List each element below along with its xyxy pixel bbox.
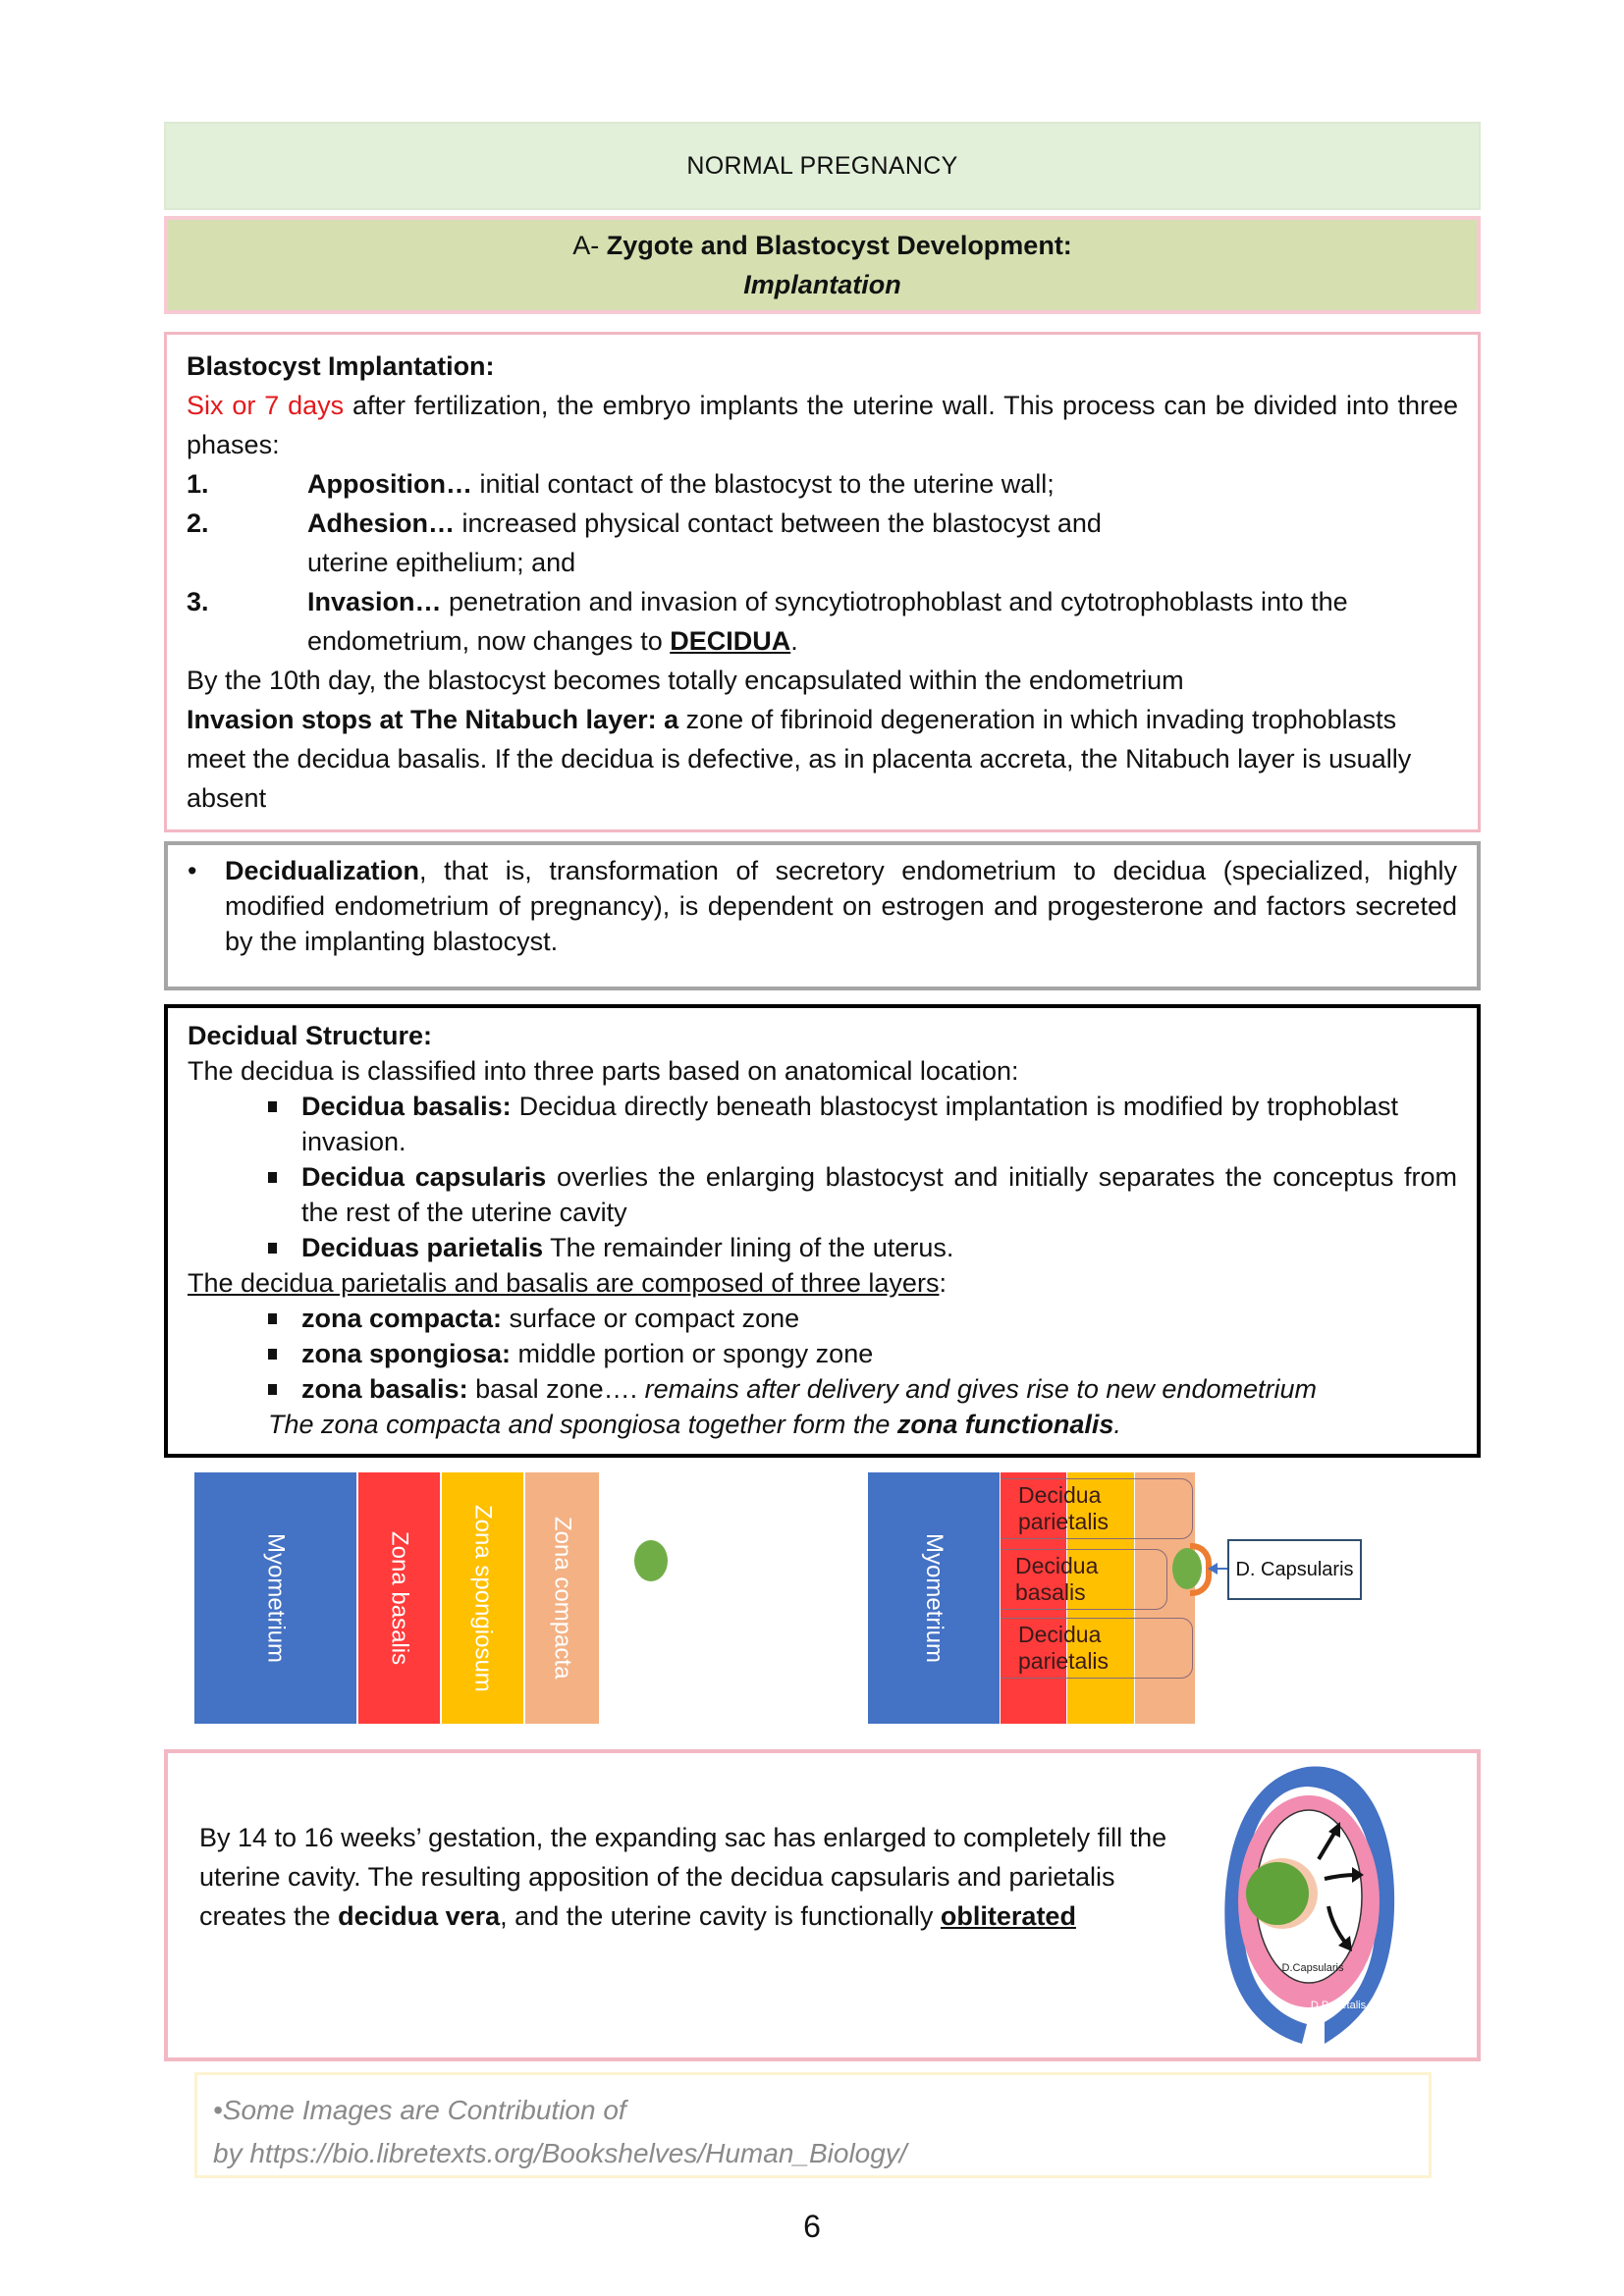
implantation-heading: Blastocyst Implantation: [187,351,495,381]
region-parietalis-top: Decidua parietalis [1001,1478,1193,1539]
phase-item: 3. Invasion… penetration and invasion of syncytiotrophoblast and cytotrophoblasts into the endometrium, now changes to DECIDUA. [187,587,1348,656]
decidual-structure-box [164,1004,1481,1458]
page-number: 6 [803,2209,821,2244]
region-basalis: Decidua basalis [1001,1549,1167,1610]
capsularis-callout: D. Capsularis [1227,1539,1362,1600]
section-subtitle: Implantation [743,270,901,299]
zona-spongiosum-strip: Zona spongiosum [442,1472,523,1724]
nitabuch-text: Invasion stops at The Nitabuch layer: a zone of fibrinoid degeneration in which invading trophoblasts meet the decidua basalis. If the decidua is defective, as in placenta accreta, the Nitabuch layer is usually absent [187,705,1412,813]
list-item: zona spongiosa: middle portion or spongy zone [268,1336,1457,1371]
page-title: NORMAL PREGNANCY [686,151,958,180]
section-title: A- Zygote and Blastocyst Development: [572,231,1072,260]
functionalis-note: The zona compacta and spongiosa together form the zona functionalis. [268,1410,1121,1439]
blastocyst-icon [634,1540,668,1581]
list-item: zona compacta: surface or compact zone [268,1301,1457,1336]
day10-text: By the 10th day, the blastocyst becomes totally encapsulated within the endometrium [187,666,1184,695]
phase-item: 2. Adhesion… increased physical contact between the blastocyst and uterine epithelium; and [187,508,1102,577]
decidua-vera-text: By 14 to 16 weeks’ gestation, the expanding sac has enlarged to completely fill the uterine cavity. The resulting apposition of the decidua capsularis and parietalis creates the decidua vera, and the uterine cavity is functionally obliterated [199,1823,1167,1931]
implantation-intro: Six or 7 days after fertilization, the embryo implants the uterine wall. This process can be divided into three phases: [187,391,1458,459]
region-parietalis-bottom: Decidua parietalis [1001,1618,1193,1679]
list-item: Deciduas parietalis The remainder lining of the uterus. [268,1230,1457,1265]
layers-intro: The decidua parietalis and basalis are composed of three layers: [188,1268,947,1298]
myometrium-strip: Myometrium [868,1472,1000,1724]
implantation-box [164,332,1481,832]
section-title-bar [164,216,1481,314]
image-credit: •Some Images are Contribution of by https://bio.libretexts.org/Bookshelves/Human_Biology/ [194,2072,1432,2178]
list-item: Decidua basalis: Decidua directly beneath blastocyst implantation is modified by trophoblast invasion. [268,1089,1457,1159]
zona-basalis-strip: Zona basalis [358,1472,440,1724]
page-title-bar [164,122,1481,210]
bullet-icon: • [188,856,197,885]
credit-source: by https://bio.libretexts.org/Bookshelves/Human_Biology/ [213,2138,907,2168]
phase-item: 1. Apposition… initial contact of the blastocyst to the uterine wall; [187,469,1055,499]
layers-list [188,1301,1457,1407]
zona-compacta-strip: Zona compacta [525,1472,599,1724]
decidua-vera-box [164,1749,1481,2061]
decidualization-box: • Decidualization, that is, transformation of secretory endometrium to decidua (specialized, highly modified endometrium of pregnancy), is dependent on estrogen and progesterone and factors secreted by the implanting blastocyst. [164,841,1481,990]
decidua-parts-list [188,1089,1457,1265]
structure-intro: The decidua is classified into three parts based on anatomical location: [188,1056,1019,1086]
myometrium-strip: Myometrium [194,1472,356,1724]
uterus-figure [1209,1759,1405,2054]
list-item: zona basalis: basal zone…. remains after delivery and gives rise to new endometrium [268,1371,1457,1407]
structure-heading: Decidual Structure: [188,1021,433,1050]
parietalis-label: D.Parietalis [1310,2000,1367,2011]
capsularis-label: D.Capsularis [1281,1962,1344,1974]
list-item: Decidua capsularis overlies the enlarging blastocyst and initially separates the conceptus from the rest of the uterine cavity [268,1159,1457,1230]
